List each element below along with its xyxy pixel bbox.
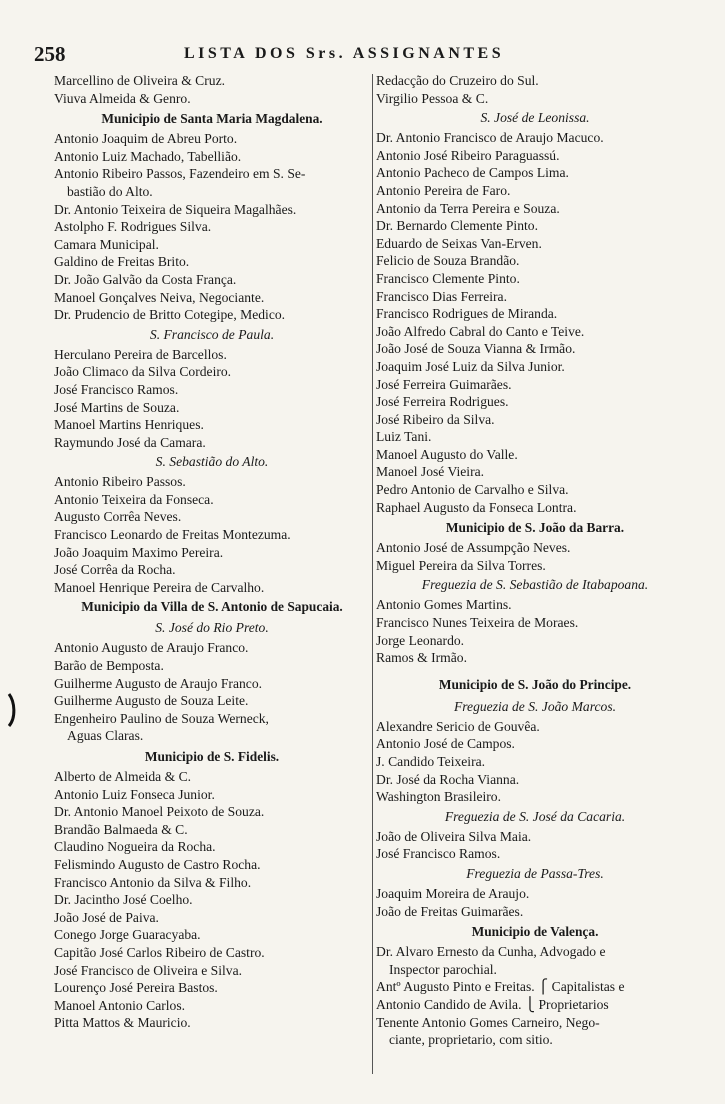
list-entry: Antonio Augusto de Araujo Franco. <box>54 640 249 656</box>
list-entry: Joaquim José Luiz da Silva Junior. <box>376 358 565 374</box>
list-entry: Joaquim Moreira de Araujo. <box>376 885 530 901</box>
list-entry: Francisco Rodrigues de Miranda. <box>376 306 558 322</box>
list-entry: João José de Paiva. <box>54 909 159 925</box>
list-entry: José Ferreira Guimarães. <box>376 376 512 392</box>
list-entry: Miguel Pereira da Silva Torres. <box>376 557 546 573</box>
list-entry: Antº Augusto Pinto e Freitas. ⎧ Capitalistas e <box>376 979 625 995</box>
margin-mark-icon <box>6 692 18 728</box>
list-entry: Francisco Leonardo de Freitas Montezuma. <box>54 527 291 543</box>
subsection-heading: Freguezia de Passa-Tres. <box>466 865 604 881</box>
list-entry: bastião do Alto. <box>67 183 153 199</box>
list-entry: João de Freitas Guimarães. <box>376 903 524 919</box>
list-entry: Alexandre Sericio de Gouvêa. <box>376 718 540 734</box>
list-entry: Washington Brasileiro. <box>376 789 502 805</box>
list-entry: João de Oliveira Silva Maia. <box>376 828 532 844</box>
subsection-heading: Freguezia de S. Sebastião de Itabapoana. <box>421 577 649 593</box>
list-entry: Jorge Leonardo. <box>376 632 465 648</box>
list-entry: Manoel Henrique Pereira de Carvalho. <box>54 579 265 595</box>
list-entry: João José de Souza Vianna & Irmão. <box>376 341 576 357</box>
list-entry: Manoel Martins Henriques. <box>54 417 204 433</box>
list-entry: Antonio Teixeira da Fonseca. <box>54 491 214 507</box>
list-entry: Manoel Augusto do Valle. <box>376 446 518 462</box>
list-entry: Capitão José Carlos Ribeiro de Castro. <box>54 944 265 960</box>
left-column <box>54 72 370 1032</box>
list-entry: Antonio Candido de Avila. ⎩ Proprietarios <box>376 996 609 1012</box>
section-heading: Municipio de Valença. <box>471 924 599 940</box>
list-entry: Camara Municipal. <box>54 236 159 252</box>
list-entry: Dr. José da Rocha Vianna. <box>376 771 520 787</box>
list-entry: Antonio Pacheco de Campos Lima. <box>376 165 569 181</box>
list-entry: Raymundo José da Camara. <box>54 434 206 450</box>
list-entry: Dr. Alvaro Ernesto da Cunha, Advogado e <box>376 944 606 960</box>
list-entry: Lourenço José Pereira Bastos. <box>54 980 218 996</box>
list-entry: Galdino de Freitas Brito. <box>54 254 190 270</box>
list-entry: João Joaquim Maximo Pereira. <box>54 544 224 560</box>
list-entry: Francisco Dias Ferreira. <box>376 288 507 304</box>
list-entry: Dr. Prudencio de Britto Cotegipe, Medico. <box>54 307 286 323</box>
list-entry: Guilherme Augusto de Souza Leite. <box>54 693 249 709</box>
subsection-heading: S. José do Rio Preto. <box>155 620 269 636</box>
list-entry: Claudino Nogueira da Rocha. <box>54 839 216 855</box>
list-entry: José Francisco Ramos. <box>376 846 501 862</box>
list-entry: Dr. Bernardo Clemente Pinto. <box>376 218 538 234</box>
list-entry: Herculano Pereira de Barcellos. <box>54 346 227 362</box>
list-entry: Antonio Gomes Martins. <box>376 597 512 613</box>
list-entry: Antonio Ribeiro Passos. <box>54 474 186 490</box>
list-entry: Alberto de Almeida & C. <box>54 769 192 784</box>
list-entry: Antonio José Ribeiro Paraguassú. <box>376 147 560 163</box>
list-entry: Francisco Nunes Teixeira de Moraes. <box>376 615 579 631</box>
right-column <box>376 72 694 1049</box>
list-entry: Viuva Almeida & Genro. <box>54 90 191 106</box>
list-entry: Engenheiro Paulino de Souza Werneck, <box>54 710 269 726</box>
section-heading: Municipio de Santa Maria Magdalena. <box>101 111 323 127</box>
section-heading: Municipio de S. João do Principe. <box>438 676 632 692</box>
list-entry: Manoel Antonio Carlos. <box>54 997 186 1013</box>
list-entry: Manoel Gonçalves Neiva, Negociante. <box>54 289 265 305</box>
list-entry: Antonio Joaquim de Abreu Porto. <box>54 131 238 147</box>
list-entry: Augusto Corrêa Neves. <box>54 509 182 525</box>
list-entry: Inspector parochial. <box>389 961 497 977</box>
list-entry: José Ferreira Rodrigues. <box>376 394 509 410</box>
list-entry: Tenente Antonio Gomes Carneiro, Nego- <box>376 1014 600 1030</box>
subsection-heading: S. Sebastião do Alto. <box>155 454 269 470</box>
subsection-heading: Freguezia de S. João Marcos. <box>453 698 617 714</box>
list-entry: Antonio José de Assumpção Neves. <box>376 540 571 556</box>
list-entry: Astolpho F. Rodrigues Silva. <box>54 219 212 235</box>
list-entry: Pedro Antonio de Carvalho e Silva. <box>376 482 569 498</box>
list-entry: Felicio de Souza Brandão. <box>376 253 520 269</box>
list-entry: Barão de Bemposta. <box>54 658 164 674</box>
list-entry: Virgilio Pessoa & C. <box>376 90 489 106</box>
list-entry: Antonio José de Campos. <box>376 736 515 752</box>
list-entry: Aguas Claras. <box>67 728 144 744</box>
list-entry: Dr. Antonio Teixeira de Siqueira Magalhães. <box>54 201 297 217</box>
subsection-heading: Freguezia de S. José da Cacaria. <box>444 808 626 824</box>
list-entry: Dr. Antonio Francisco de Araujo Macuco. <box>376 130 604 146</box>
list-entry: Luiz Tani. <box>376 429 432 445</box>
list-entry: Dr. Antonio Manoel Peixoto de Souza. <box>54 804 265 820</box>
list-entry: Guilherme Augusto de Araujo Franco. <box>54 675 263 691</box>
list-entry: Marcellino de Oliveira & Cruz. <box>54 73 225 88</box>
section-heading: Municipio de S. Fidelis. <box>144 749 280 764</box>
list-entry: José Ribeiro da Silva. <box>376 411 495 427</box>
list-entry: Pitta Mattos & Mauricio. <box>54 1015 191 1031</box>
list-entry: Conego Jorge Guaracyaba. <box>54 927 201 943</box>
running-title: LISTA DOS Srs. ASSIGNANTES <box>184 45 505 62</box>
list-entry: João Alfredo Cabral do Canto e Teive. <box>376 323 585 339</box>
list-entry: Dr. João Galvão da Costa França. <box>54 271 237 287</box>
list-entry: J. Candido Teixeira. <box>376 754 486 769</box>
list-entry: Francisco Clemente Pinto. <box>376 270 520 286</box>
list-entry: José Francisco Ramos. <box>54 381 179 397</box>
section-heading: Municipio da Villa de S. Antonio de Sapucaia. <box>81 599 343 615</box>
running-header <box>0 42 725 68</box>
list-entry: Felismindo Augusto de Castro Rocha. <box>54 856 261 872</box>
list-entry: Brandão Balmaeda & C. <box>54 821 188 837</box>
list-entry: José Martins de Souza. <box>54 399 180 415</box>
column-divider <box>372 74 373 1074</box>
list-entry: Raphael Augusto da Fonseca Lontra. <box>376 499 577 515</box>
list-entry: Dr. Jacintho José Coelho. <box>54 892 193 908</box>
list-entry: Manoel José Vieira. <box>376 464 485 480</box>
list-entry: ciante, proprietario, com sitio. <box>389 1032 553 1048</box>
page-number: 258 <box>34 42 66 66</box>
list-entry: Antonio da Terra Pereira e Souza. <box>376 200 560 216</box>
section-heading: Municipio de S. João da Barra. <box>445 520 625 536</box>
list-entry: José Francisco de Oliveira e Silva. <box>54 962 242 978</box>
subsection-heading: S. Francisco de Paula. <box>149 326 275 342</box>
list-entry: Antonio Pereira de Faro. <box>376 182 511 198</box>
list-entry: João Climaco da Silva Cordeiro. <box>54 364 232 380</box>
list-entry: José Corrêa da Rocha. <box>54 562 176 578</box>
list-entry: Eduardo de Seixas Van-Erven. <box>376 235 542 251</box>
list-entry: Antonio Luiz Fonseca Junior. <box>54 786 215 802</box>
list-entry: Redacção do Cruzeiro do Sul. <box>376 73 539 88</box>
list-entry: Ramos & Irmão. <box>376 650 467 666</box>
list-entry: Antonio Luiz Machado, Tabellião. <box>54 148 242 164</box>
list-entry: Antonio Ribeiro Passos, Fazendeiro em S. Se- <box>54 166 306 182</box>
subsection-heading: S. José de Leonissa. <box>480 110 590 126</box>
list-entry: Francisco Antonio da Silva & Filho. <box>54 874 252 890</box>
